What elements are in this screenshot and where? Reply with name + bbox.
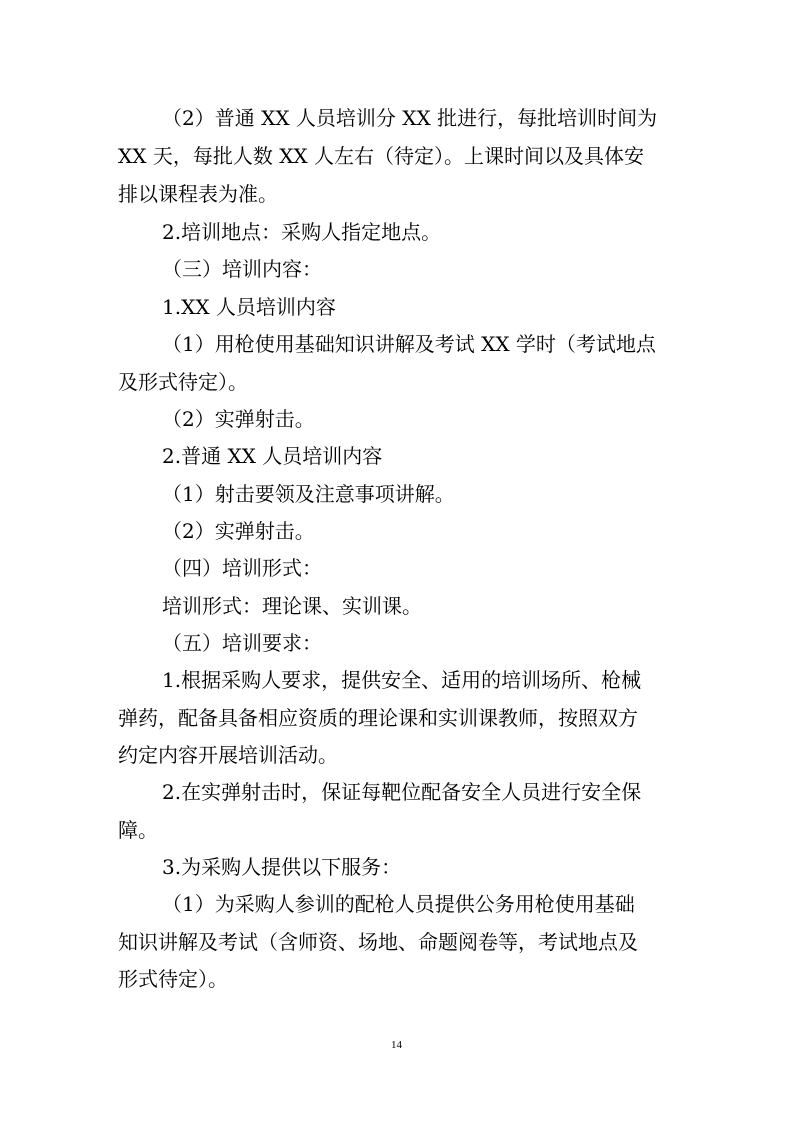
paragraph-line: 2.培训地点：采购人指定地点。 bbox=[162, 220, 442, 244]
paragraph-line: 3.为采购人提供以下服务： bbox=[162, 855, 402, 879]
section-heading: （三）培训内容： bbox=[162, 257, 322, 281]
paragraph-line: （1）射击要领及注意事项讲解。 bbox=[162, 482, 455, 506]
section-heading: （五）培训要求： bbox=[162, 631, 322, 655]
paragraph-line: 约定内容开展培训活动。 bbox=[118, 743, 338, 767]
paragraph-line: （1）用枪使用基础知识讲解及考试 XX 学时（考试地点 bbox=[162, 332, 656, 356]
paragraph-line: （1）为采购人参训的配枪人员提供公务用枪使用基础 bbox=[162, 892, 635, 916]
paragraph-line: （2）实弹射击。 bbox=[162, 407, 315, 431]
paragraph-line: 培训形式：理论课、实训课。 bbox=[162, 594, 422, 618]
section-heading: （四）培训形式： bbox=[162, 556, 322, 580]
page-number: 14 bbox=[391, 1039, 402, 1051]
paragraph-line: 障。 bbox=[118, 818, 158, 842]
subsection-heading: 1.XX 人员培训内容 bbox=[162, 295, 336, 319]
paragraph-line: （2）普通 XX 人员培训分 XX 批进行，每批培训时间为 bbox=[162, 106, 658, 130]
paragraph-line: XX 天，每批人数 XX 人左右（待定）。上课时间以及具体安 bbox=[118, 144, 645, 168]
paragraph-line: 2.在实弹射击时，保证每靶位配备安全人员进行安全保 bbox=[162, 780, 642, 804]
paragraph-line: 1.根据采购人要求，提供安全、适用的培训场所、枪械 bbox=[162, 668, 642, 692]
subsection-heading: 2.普通 XX 人员培训内容 bbox=[162, 444, 383, 468]
paragraph-line: 形式待定）。 bbox=[118, 967, 228, 991]
paragraph-line: 知识讲解及考试（含师资、场地、命题阅卷等，考试地点及 bbox=[118, 930, 638, 954]
paragraph-line: 排以课程表为准。 bbox=[118, 182, 278, 206]
paragraph-line: 及形式待定）。 bbox=[118, 370, 248, 394]
paragraph-line: （2）实弹射击。 bbox=[162, 519, 315, 543]
paragraph-line: 弹药，配备具备相应资质的理论课和实训课教师，按照双方 bbox=[118, 706, 638, 730]
